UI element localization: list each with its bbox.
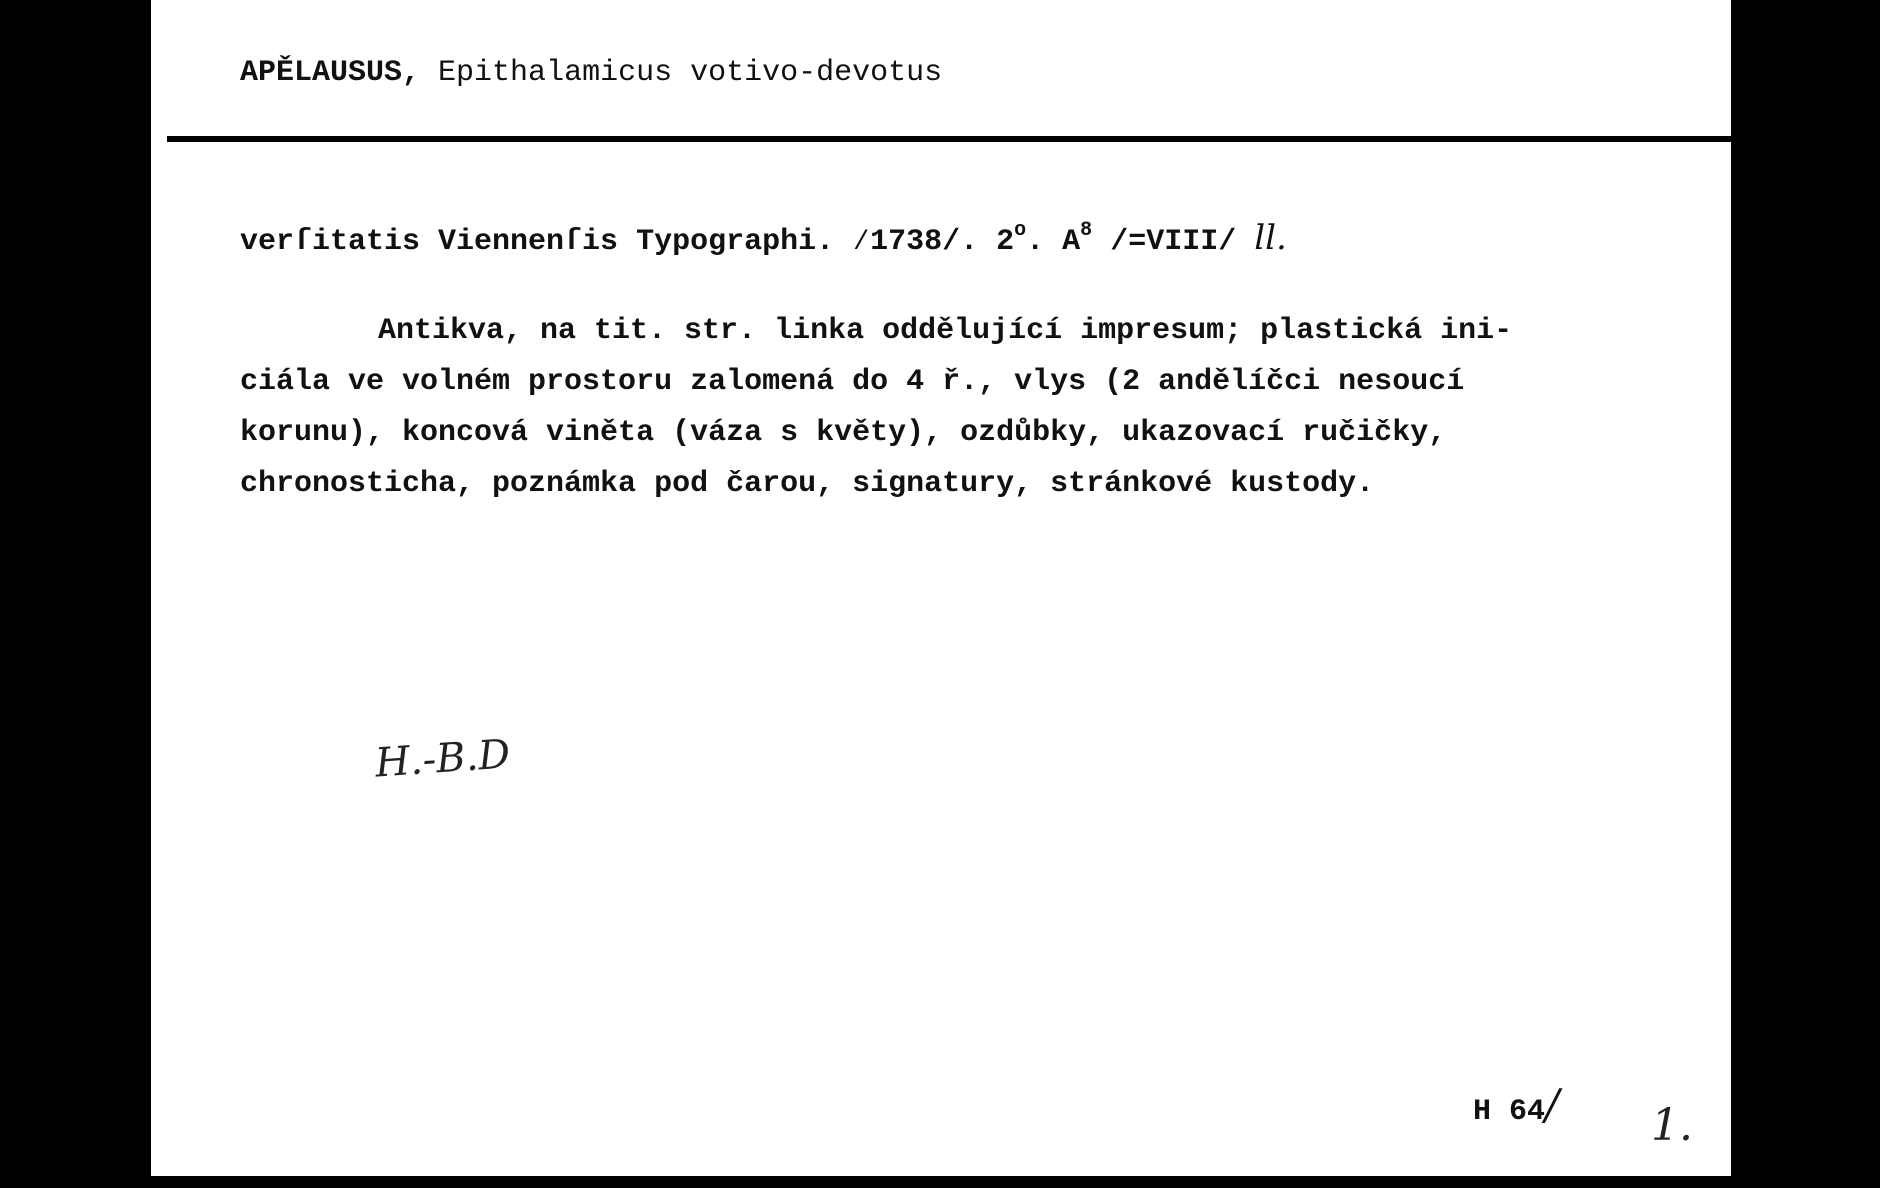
shelfmark-tick: / <box>1545 1080 1560 1129</box>
catalog-card <box>151 0 1731 1176</box>
handwritten-note: H.-B.D <box>373 731 512 787</box>
shelfmark <box>1473 1080 1559 1129</box>
description-line: Antikva, na tit. str. linka oddělující impresum; plastická ini- <box>378 314 1513 348</box>
description-line: korunu), koncová viněta (váza s květy), ozdůbky, ukazovací ručičky, <box>240 416 1447 450</box>
collation: /=VIII/ <box>1092 225 1255 259</box>
physical-description <box>240 306 1710 510</box>
description-line: chronosticha, poznámka pod čarou, signatury, stránkové kustody. <box>240 467 1375 501</box>
author-name: APĚLAUSUS, <box>240 56 421 90</box>
description-line: ciála ve volném prostoru zalomená do 4 ř., vlys (2 andělíčci nesoucí <box>240 365 1465 399</box>
imprint-text: verſitatis Viennenſis Typographi. ⁄1738/. 2 <box>240 225 1015 259</box>
format-superscript: o <box>1014 219 1027 242</box>
work-title: Epithalamicus votivo-devotus <box>438 56 943 90</box>
heading-divider <box>167 136 1731 142</box>
imprint-line <box>240 218 1287 259</box>
card-heading <box>240 56 942 90</box>
shelfmark-code: H 64 <box>1473 1095 1546 1129</box>
signature-superscript: 8 <box>1080 219 1093 242</box>
card-number: 1. <box>1651 1100 1693 1151</box>
handwritten-leaves: ll. <box>1254 218 1287 258</box>
signature-prefix: . A <box>1026 225 1081 259</box>
